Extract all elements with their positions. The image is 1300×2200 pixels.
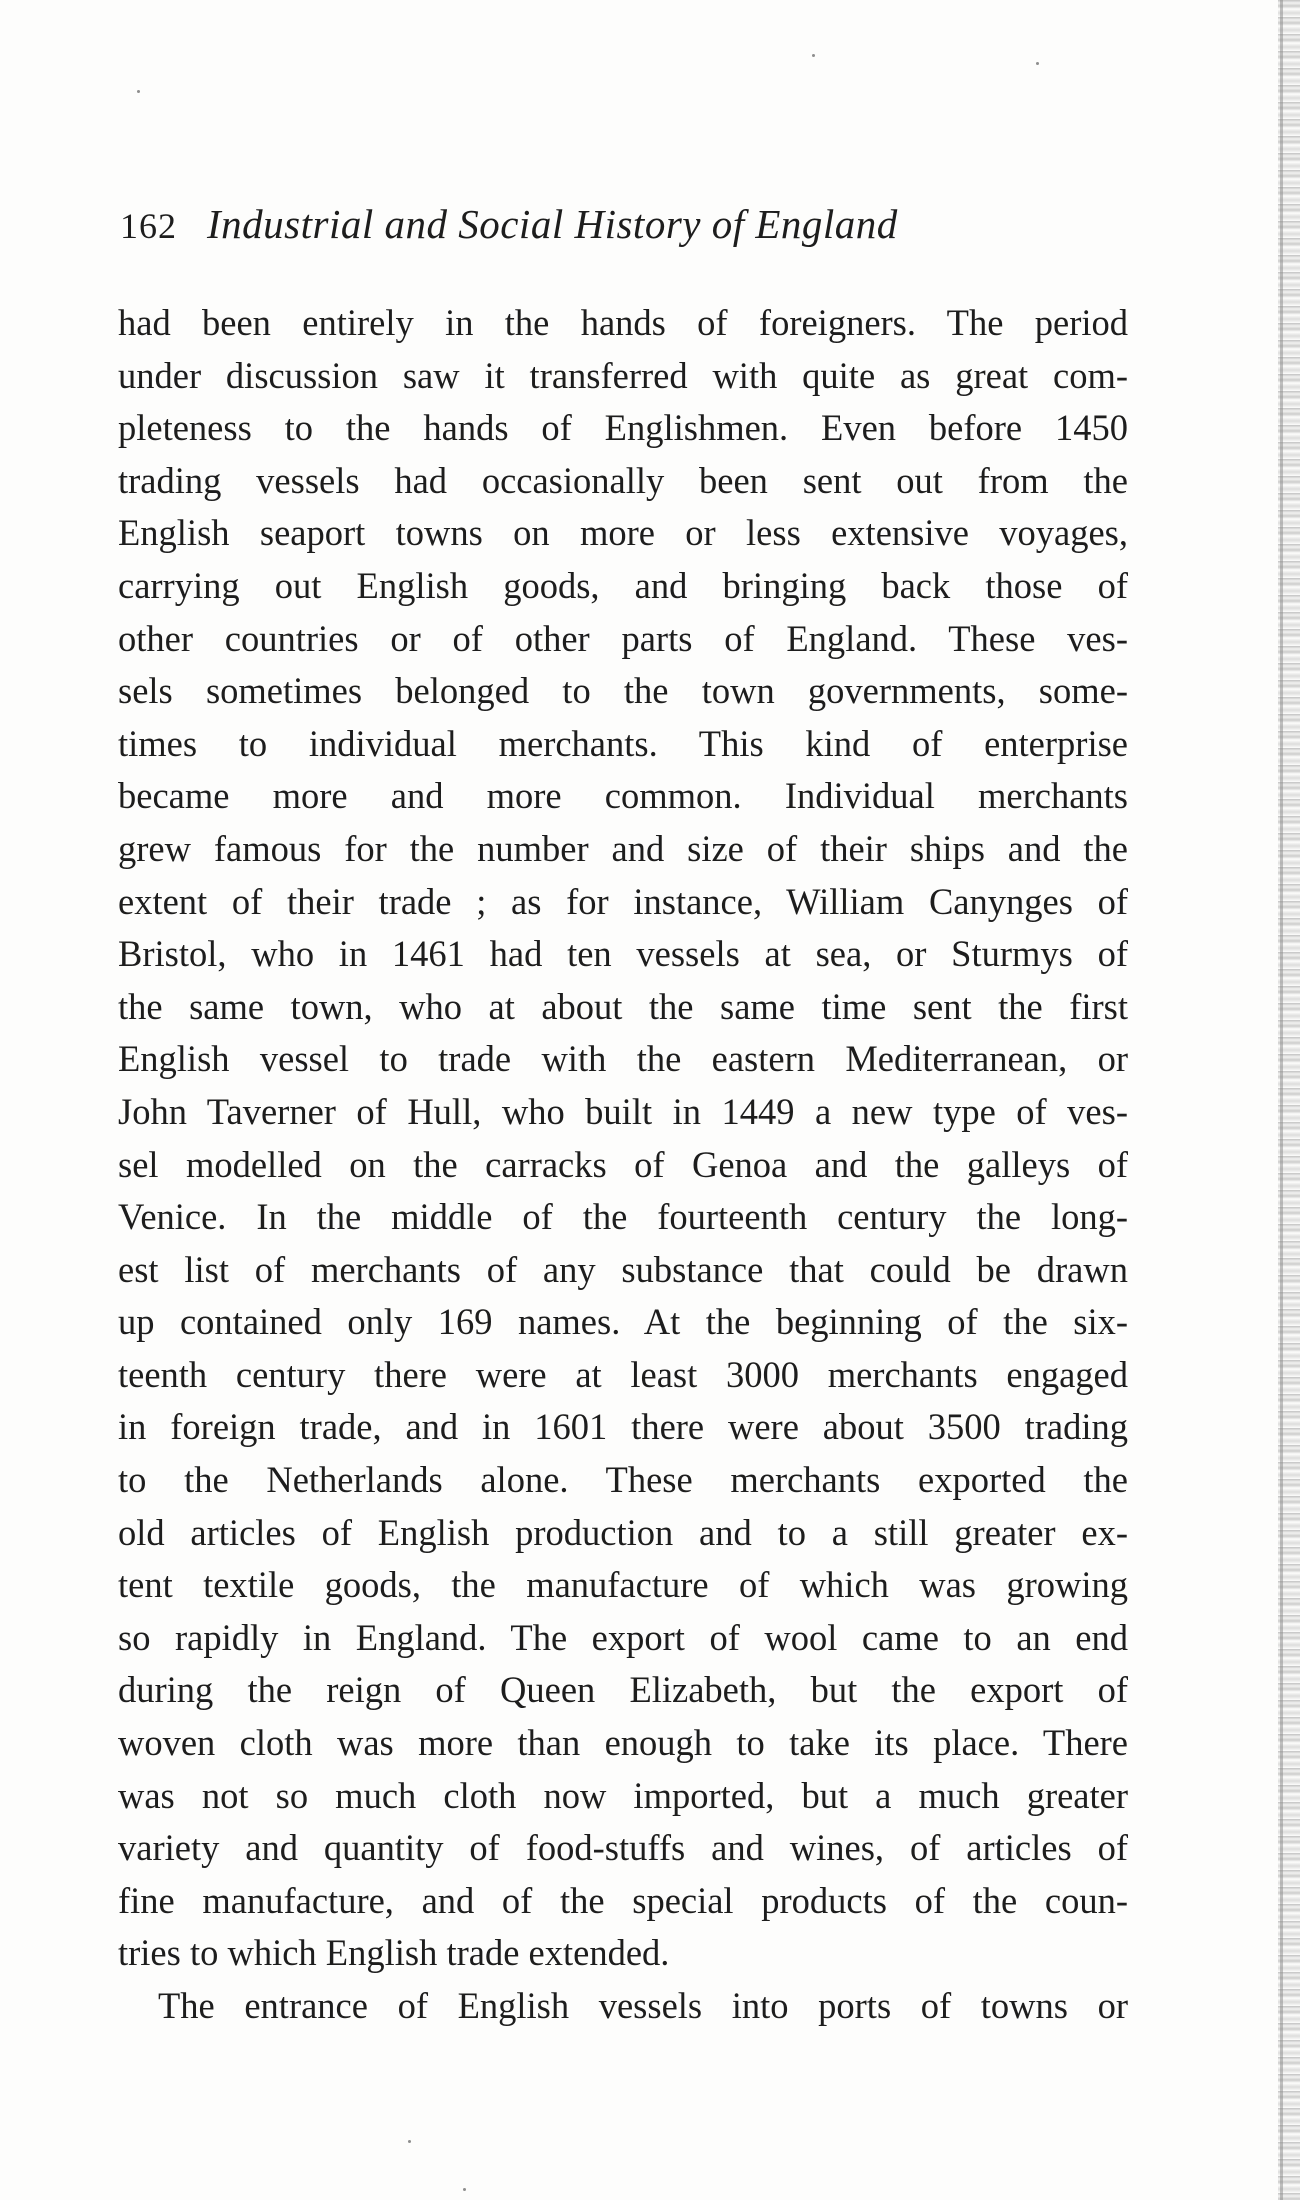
text-line: Venice. In the middle of the fourteenth century the long- (118, 1196, 1128, 1238)
text-line: fine manufacture, and of the special products of the coun- (118, 1879, 1128, 1921)
text-line: sel modelled on the carracks of Genoa and the galleys of (118, 1143, 1128, 1185)
text-line: up contained only 169 names. At the beginning of the six- (118, 1301, 1128, 1343)
text-line: tent textile goods, the manufacture of which was growing (118, 1564, 1128, 1606)
text-line: grew famous for the number and size of their ships and the (118, 827, 1128, 869)
scanned-page-edge (1278, 0, 1300, 2200)
text-line: est list of merchants of any substance that could be drawn (118, 1248, 1128, 1290)
text-line: teenth century there were at least 3000 merchants engaged (118, 1353, 1128, 1395)
text-line: English vessel to trade with the eastern Mediterranean, or (118, 1038, 1128, 1080)
text-line: other countries or of other parts of England. These ves- (118, 617, 1128, 659)
page-header (120, 200, 1130, 270)
page-number: 162 (120, 206, 177, 246)
body-text (118, 297, 1128, 2033)
paragraph-end-line: tries to which English trade extended. (118, 1932, 670, 1974)
text-line: carrying out English goods, and bringing back those of (118, 564, 1128, 606)
text-line: to the Netherlands alone. These merchants exported the (118, 1459, 1128, 1501)
text-line: trading vessels had occasionally been sent out from the (118, 459, 1128, 501)
text-line: woven cloth was more than enough to take its place. There (118, 1722, 1128, 1764)
text-line: extent of their trade ; as for instance, William Canynges of (118, 880, 1128, 922)
scan-speck (1036, 62, 1039, 65)
scan-speck (408, 2140, 411, 2143)
text-line: had been entirely in the hands of foreigners. The period (118, 302, 1128, 343)
text-line: the same town, who at about the same time sent the first (118, 985, 1128, 1027)
text-line: during the reign of Queen Elizabeth, but the export of (118, 1669, 1128, 1711)
scan-speck (463, 2188, 466, 2191)
text-line: so rapidly in England. The export of wool came to an end (118, 1616, 1128, 1658)
text-line: pleteness to the hands of Englishmen. Even before 1450 (118, 407, 1128, 449)
text-line: times to individual merchants. This kind of enterprise (118, 722, 1128, 764)
text-line: in foreign trade, and in 1601 there were about 3500 trading (118, 1406, 1128, 1448)
paragraph-start-line: The entrance of English vessels into ports of towns or (158, 1985, 1128, 2026)
scan-speck (137, 90, 140, 93)
scan-speck (812, 54, 815, 57)
running-title: Industrial and Social History of England (207, 201, 898, 247)
text-line: old articles of English production and to a still greater ex- (118, 1511, 1128, 1553)
text-line: Bristol, who in 1461 had ten vessels at sea, or Sturmys of (118, 933, 1128, 975)
text-line: variety and quantity of food-stuffs and wines, of articles of (118, 1827, 1128, 1869)
text-line: under discussion saw it transferred with quite as great com- (118, 354, 1128, 396)
text-line: was not so much cloth now imported, but a much greater (118, 1774, 1128, 1816)
text-line: sels sometimes belonged to the town governments, some- (118, 670, 1128, 712)
text-line: English seaport towns on more or less extensive voyages, (118, 512, 1128, 554)
text-line: John Taverner of Hull, who built in 1449 a new type of ves- (118, 1090, 1128, 1132)
text-line: became more and more common. Individual merchants (118, 775, 1128, 817)
